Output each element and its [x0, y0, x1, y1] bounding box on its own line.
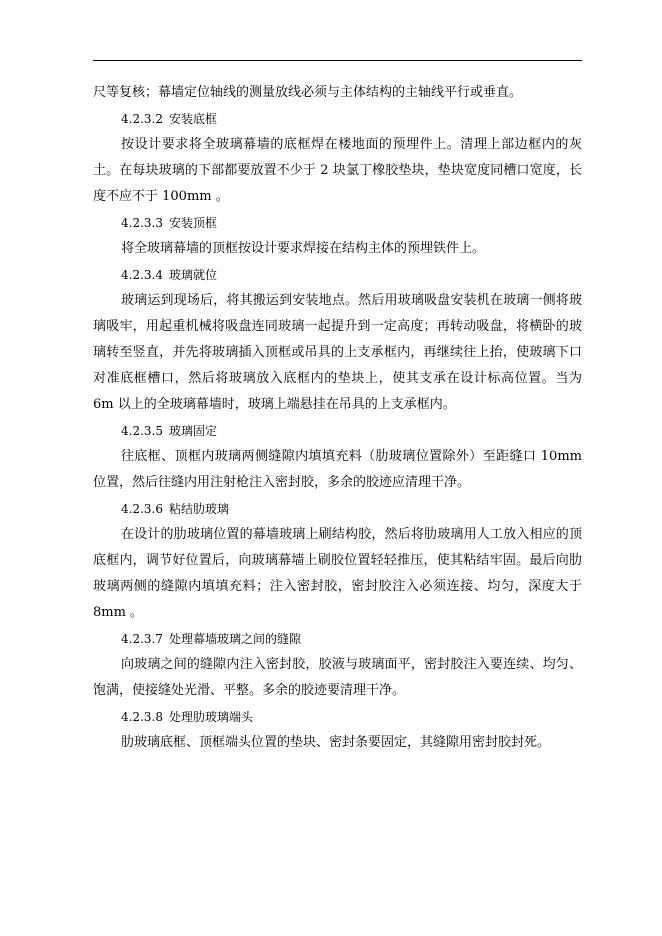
- section-title: 玻璃就位: [168, 268, 217, 282]
- section-number: 4.2.3.8: [121, 710, 163, 724]
- section-title: 安装底框: [168, 112, 217, 126]
- paragraph-bond-rib-glass: 在设计的肋玻璃位置的幕墙玻璃上刷结构胶，然后将肋玻璃用人工放入相应的顶底框内，调节好位置后，向玻璃幕墙上刷胶位置轻轻推压，使其粘结牢固。最后向肋玻璃两侧的缝隙内填填充料；注入密封胶，密封胶注入必须连接、均匀，深度大于 8mm 。: [93, 527, 582, 620]
- paragraph-treat-glass-gaps: 向玻璃之间的缝隙内注入密封胶，胶液与玻璃面平，密封胶注入要连续、均匀、饱满，使接缝处光滑、平整。多余的胶迹要清理干净。: [93, 657, 582, 698]
- paragraph-glass-positioning: 玻璃运到现场后，将其搬运到安装地点。然后用玻璃吸盘安装机在玻璃一侧将玻璃吸牢，用起重机械将吸盘连同玻璃一起提升到一定高度；再转动吸盘，将横卧的玻璃转至竖直，并先将玻璃插入顶框或吊具的上支承框内，再继续往上抬，使玻璃下口对准底框槽口，然后将玻璃放入底框内的垫块上，使其支承在设计标高位置。当为 6m 以上的全玻璃幕墙时，玻璃上端悬挂在吊具的上支承框内。: [93, 293, 582, 412]
- section-number: 4.2.3.3: [121, 216, 163, 230]
- section-title: 处理肋玻璃端头: [168, 710, 253, 724]
- section-number: 4.2.3.7: [121, 632, 163, 646]
- section-title: 玻璃固定: [168, 424, 217, 438]
- section-number: 4.2.3.4: [121, 268, 163, 282]
- paragraph-treat-rib-glass-ends: 肋玻璃底框、顶框端头位置的垫块、密封条要固定，其缝隙用密封胶封死。: [121, 735, 551, 750]
- section-title: 安装顶框: [168, 216, 217, 230]
- section-heading-4-2-3-2: [93, 106, 582, 132]
- header-rule: [93, 60, 582, 61]
- document-body: [93, 80, 582, 756]
- paragraph-install-bottom-frame: 按设计要求将全玻璃幕墙的底框焊在楼地面的预埋件上。清理上部边框内的灰土。在每块玻璃的下部都要放置不少于 2 块氯丁橡胶垫块，垫块宽度同槽口宽度，长度不应不于 100mm 。: [93, 137, 582, 204]
- section-title: 粘结肋玻璃: [168, 502, 229, 516]
- section-heading-4-2-3-4: [93, 262, 582, 288]
- section-number: 4.2.3.6: [121, 502, 163, 516]
- section-number: 4.2.3.2: [121, 112, 163, 126]
- paragraph-continued: 尺等复核；幕墙定位轴线的测量放线必须与主体结构的主轴线平行或垂直。: [93, 85, 523, 100]
- paragraph-glass-fixing: 往底框、顶框内玻璃两侧缝隙内填填充料（肋玻璃位置除外）至距缝口 10mm 位置，然后往缝内用注射枪注入密封胶，多余的胶迹应清理干净。: [93, 449, 582, 490]
- section-heading-4-2-3-6: [93, 496, 582, 522]
- section-heading-4-2-3-7: [93, 626, 582, 652]
- section-number: 4.2.3.5: [121, 424, 163, 438]
- section-heading-4-2-3-8: [93, 704, 582, 730]
- paragraph-install-top-frame: 将全玻璃幕墙的顶框按设计要求焊接在结构主体的预埋铁件上。: [121, 241, 486, 256]
- section-heading-4-2-3-5: [93, 418, 582, 444]
- section-heading-4-2-3-3: [93, 210, 582, 236]
- section-title: 处理幕墙玻璃之间的缝隙: [168, 632, 301, 646]
